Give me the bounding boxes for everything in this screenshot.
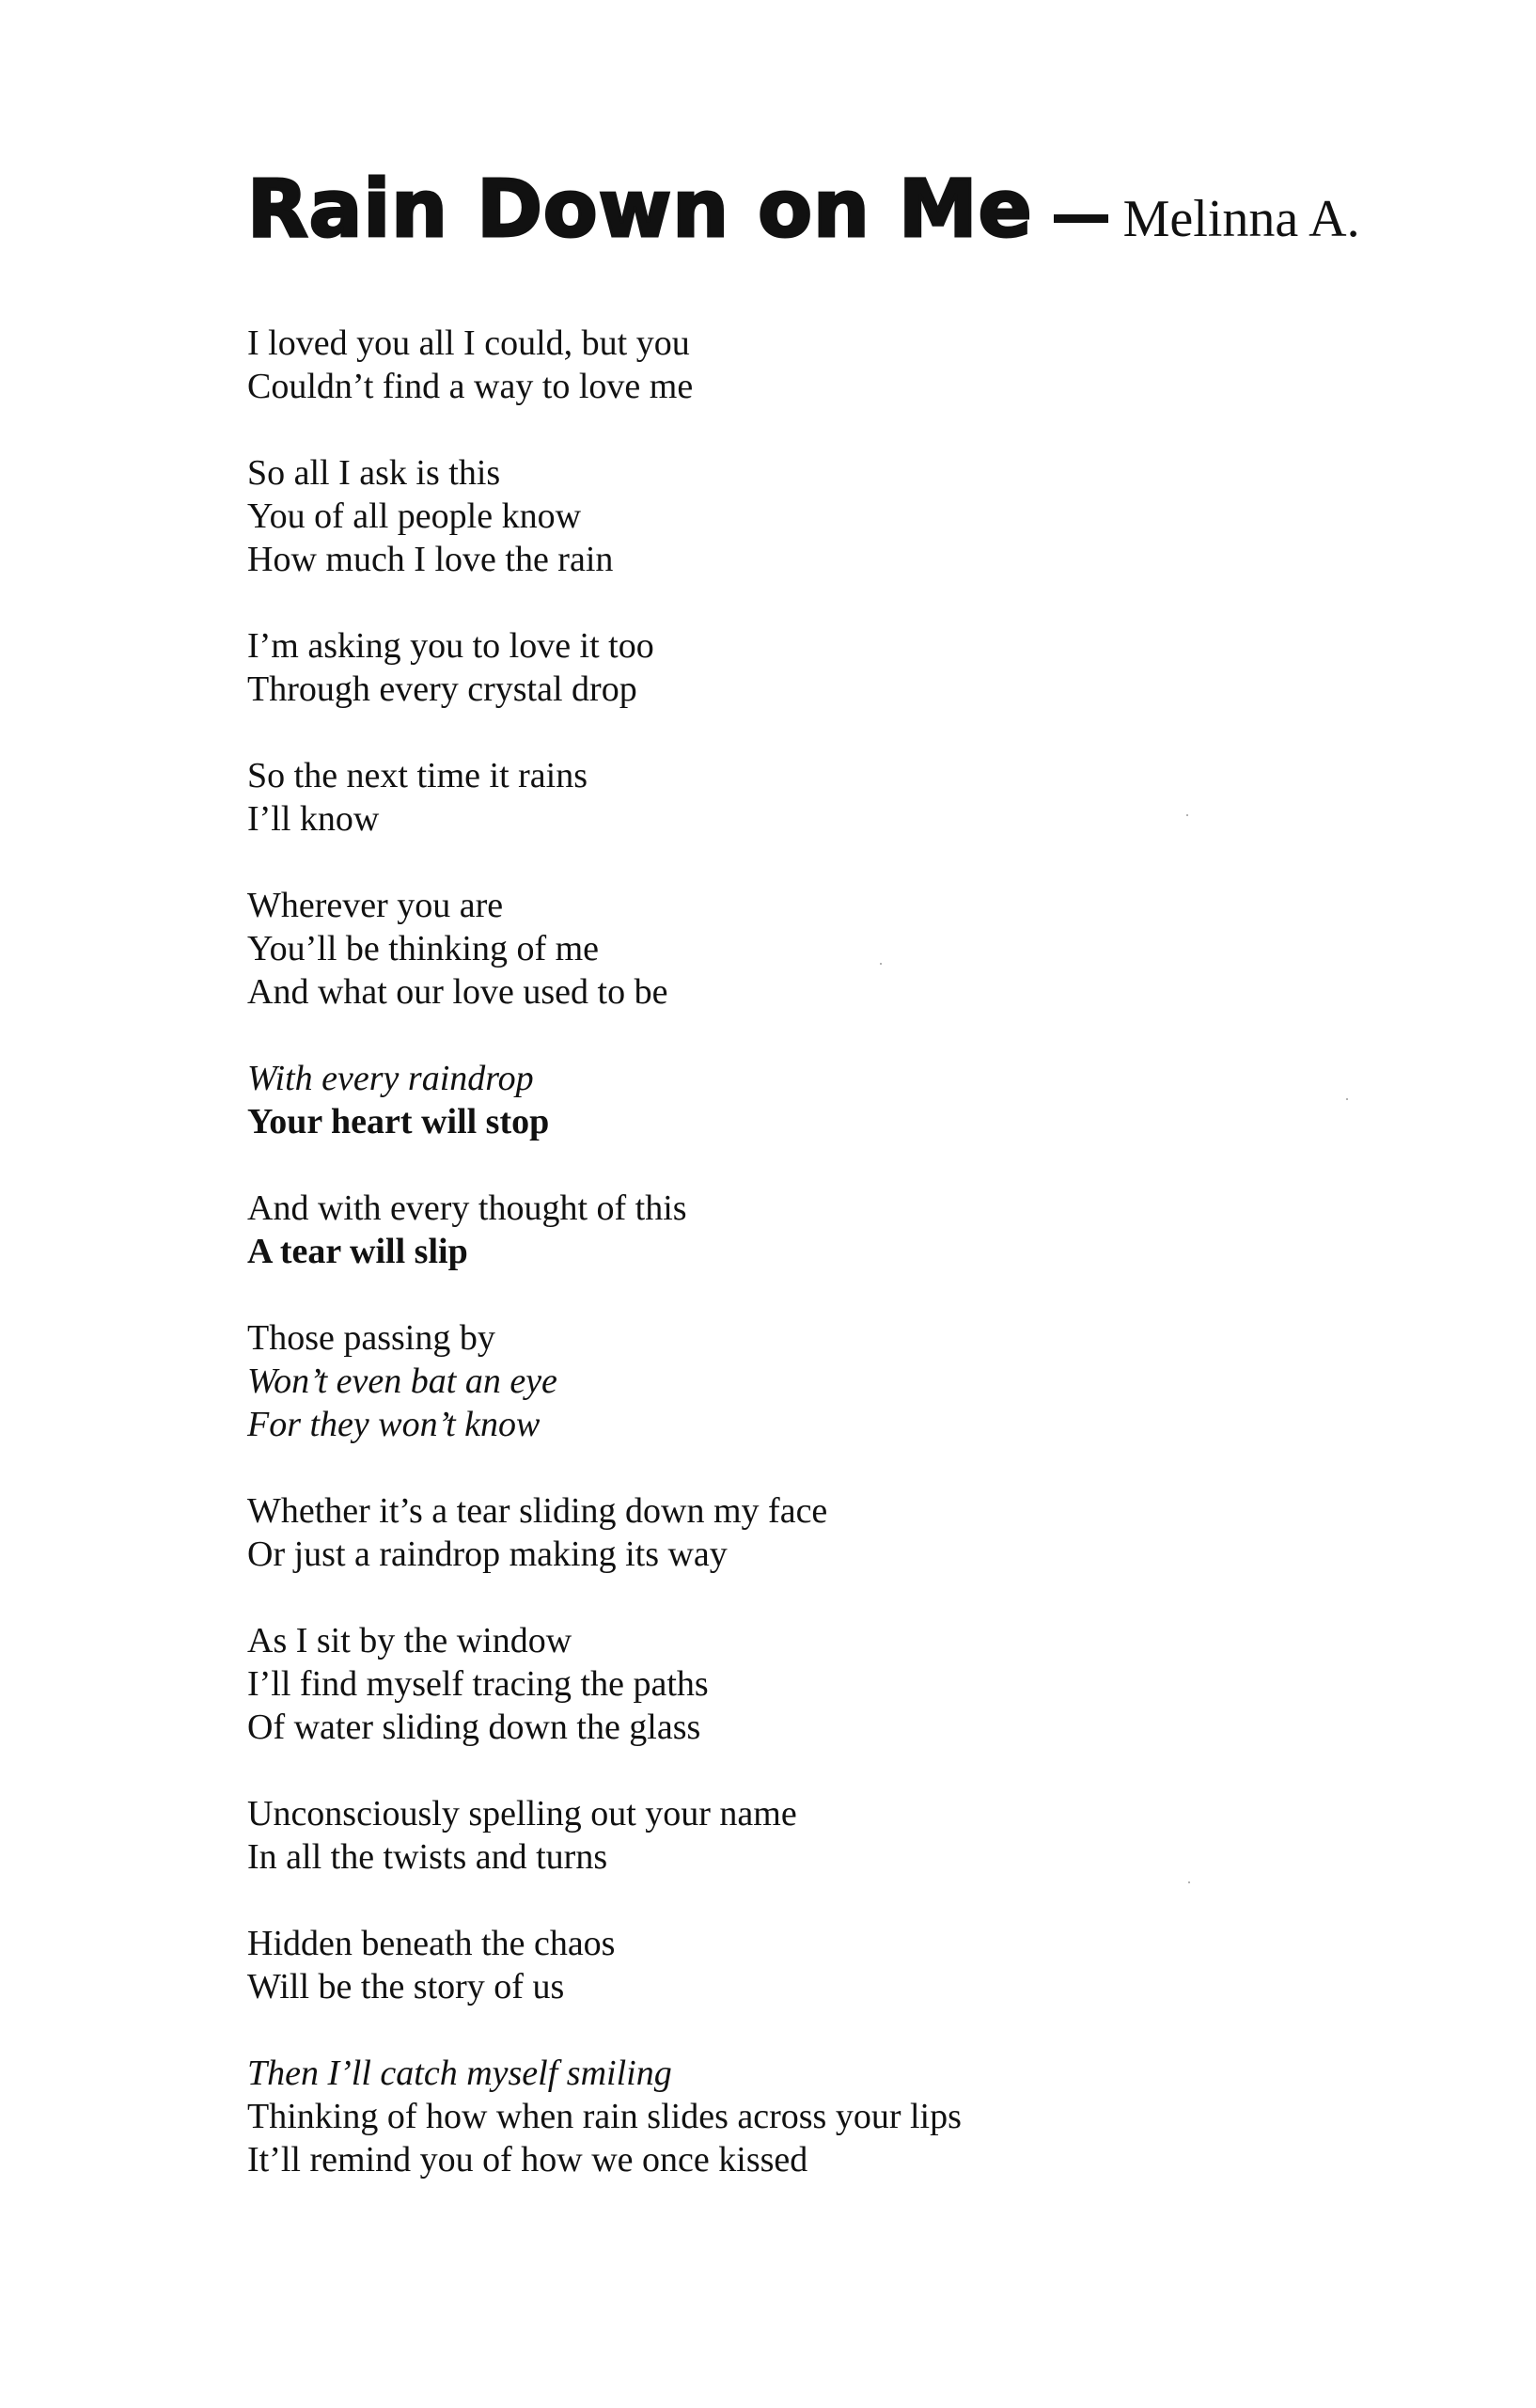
stanza (247, 1922, 1422, 2008)
poem-line: As I sit by the window (247, 1621, 572, 1660)
poem-line: For they won’t know (247, 1405, 541, 1444)
stanza (247, 624, 1422, 711)
poem-line: Unconsciously spelling out your name (247, 1794, 797, 1834)
poem-line: Couldn’t find a way to love me (247, 367, 694, 406)
stanza (247, 1057, 1422, 1143)
stanza (247, 884, 1422, 1014)
poem-line: You of all people know (247, 496, 582, 536)
stanza (247, 1187, 1422, 1273)
scan-speck (1188, 1881, 1190, 1883)
poem-line: Whether it’s a tear sliding down my face (247, 1491, 828, 1531)
poem-line: You’ll be thinking of me (247, 929, 600, 968)
poem-page (247, 163, 1422, 2225)
poem-line: I’ll know (247, 799, 380, 839)
author-name: Melinna A. (1122, 190, 1360, 248)
em-dash (1054, 214, 1108, 223)
scan-speck (1346, 1098, 1348, 1100)
poem-line: So all I ask is this (247, 453, 501, 493)
poem-line: Through every crystal drop (247, 669, 637, 709)
poem-line: So the next time it rains (247, 756, 588, 795)
poem-line: Wherever you are (247, 886, 504, 925)
poem-line: I’m asking you to love it too (247, 626, 654, 666)
poem-line: A tear will slip (247, 1232, 468, 1271)
stanza (247, 451, 1422, 581)
stanza (247, 1619, 1422, 1749)
poem-line: Then I’ll catch myself smiling (247, 2054, 672, 2093)
poem-line: It’ll remind you of how we once kissed (247, 2140, 808, 2180)
poem-line: In all the twists and turns (247, 1837, 608, 1877)
poem-line: And what our love used to be (247, 972, 668, 1012)
poem-line: Your heart will stop (247, 1102, 550, 1141)
poem-line: With every raindrop (247, 1059, 534, 1098)
poem-line: Thinking of how when rain slides across your lips (247, 2097, 962, 2136)
stanza (247, 322, 1422, 408)
scan-speck (880, 963, 882, 965)
poem-line: Of water sliding down the glass (247, 1708, 701, 1747)
poem-line: Will be the story of us (247, 1967, 565, 2007)
poem-line: How much I love the rain (247, 540, 614, 579)
stanza (247, 1316, 1422, 1446)
title-row (247, 163, 1422, 255)
poem-line: Those passing by (247, 1318, 495, 1358)
poem-line: And with every thought of this (247, 1188, 687, 1228)
stanza (247, 1792, 1422, 1879)
poem-line: I’ll find myself tracing the paths (247, 1664, 709, 1704)
poem-line: Or just a raindrop making its way (247, 1535, 728, 1574)
stanza (247, 2052, 1422, 2181)
stanza (247, 754, 1422, 841)
stanza (247, 1489, 1422, 1576)
poem-title: Rain Down on Me (247, 163, 1033, 255)
poem-line: I loved you all I could, but you (247, 323, 690, 363)
poem-line: Won’t even bat an eye (247, 1361, 557, 1401)
poem-body (247, 322, 1422, 2181)
poem-line: Hidden beneath the chaos (247, 1924, 616, 1963)
scan-speck (1186, 814, 1188, 816)
